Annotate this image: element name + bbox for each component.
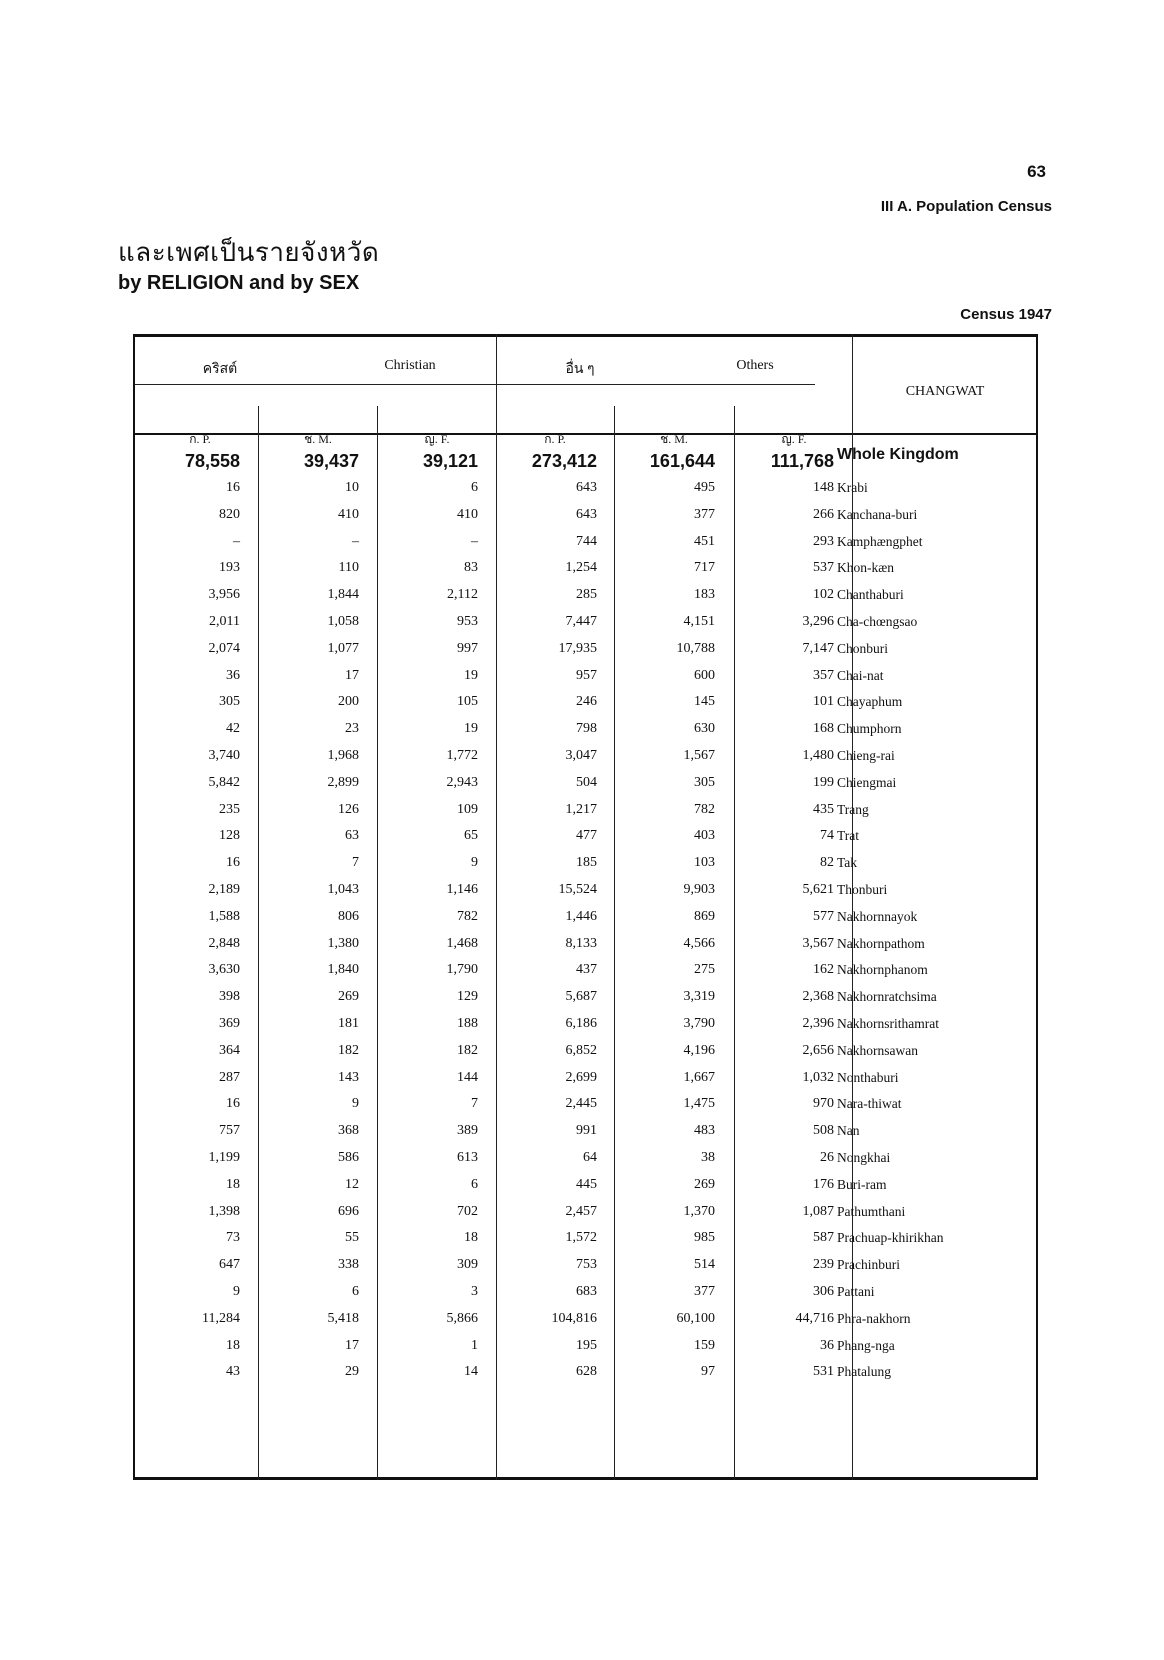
table-row (133, 930, 1038, 959)
christian-females-cell: 18 (464, 1230, 478, 1245)
christian-males-cell: 39,437 (303, 451, 359, 471)
others-persons-cell: 504 (576, 775, 597, 790)
christian-persons-cell: 16 (226, 1096, 240, 1111)
header-christian: Christian (384, 358, 436, 373)
christian-males-cell: 410 (338, 507, 359, 522)
table-row (133, 608, 1038, 637)
christian-males-cell: 200 (338, 694, 359, 709)
changwat-name-cell: Nan (837, 1123, 860, 1138)
table-row (133, 1171, 1038, 1200)
christian-females-cell: 613 (457, 1150, 478, 1165)
changwat-name-cell: Prachuap-khirikhan (837, 1230, 944, 1245)
others-males-cell: 1,475 (683, 1096, 715, 1111)
christian-females-cell: 389 (457, 1123, 478, 1138)
christian-males-cell: 1,043 (327, 882, 359, 897)
others-females-cell: 587 (813, 1230, 834, 1245)
christian-females-cell: 1 (471, 1338, 478, 1353)
changwat-name-cell: Kamphængphet (837, 534, 923, 549)
christian-females-cell: 953 (457, 614, 478, 629)
christian-males-cell: 1,844 (327, 587, 359, 602)
header-sub-others-females: ญ. F. (781, 432, 807, 446)
others-persons-cell: 445 (576, 1177, 597, 1192)
others-females-cell: 970 (813, 1096, 834, 1111)
others-males-cell: 1,567 (683, 748, 715, 763)
christian-persons-cell: 364 (219, 1043, 240, 1058)
header-sub-christian-males: ช. M. (304, 432, 332, 446)
christian-males-cell: 110 (338, 560, 359, 575)
christian-females-cell: – (471, 534, 478, 549)
christian-persons-cell: 43 (226, 1364, 240, 1379)
changwat-name-cell: Thonburi (837, 882, 888, 897)
others-persons-cell: 64 (583, 1150, 597, 1165)
total-row (133, 446, 1038, 475)
christian-persons-cell: 78,558 (184, 451, 240, 471)
christian-males-cell: 1,840 (327, 962, 359, 977)
others-males-cell: 97 (701, 1364, 715, 1379)
others-persons-cell: 285 (576, 587, 597, 602)
others-males-cell: 159 (694, 1338, 715, 1353)
others-males-cell: 495 (694, 480, 715, 495)
changwat-name-cell: Krabi (837, 480, 868, 495)
christian-males-cell: 338 (338, 1257, 359, 1272)
christian-males-cell: 9 (352, 1096, 359, 1111)
census-label: Census 1947 (960, 306, 1052, 323)
changwat-name-cell: Nakhornphanom (837, 962, 928, 977)
table-row (133, 822, 1038, 851)
christian-males-cell: 126 (338, 802, 359, 817)
christian-males-cell: – (352, 534, 359, 549)
table-row (133, 956, 1038, 985)
christian-females-cell: 6 (471, 480, 478, 495)
others-persons-cell: 643 (576, 480, 597, 495)
others-males-cell: 4,196 (683, 1043, 715, 1058)
table-row (133, 1064, 1038, 1093)
others-persons-cell: 8,133 (565, 936, 597, 951)
christian-males-cell: 806 (338, 909, 359, 924)
christian-persons-cell: 36 (226, 668, 240, 683)
christian-females-cell: 3 (471, 1284, 478, 1299)
others-males-cell: 514 (694, 1257, 715, 1272)
christian-males-cell: 1,058 (327, 614, 359, 629)
table-row (133, 501, 1038, 530)
others-males-cell: 1,370 (683, 1204, 715, 1219)
christian-females-cell: 19 (464, 721, 478, 736)
others-females-cell: 162 (813, 962, 834, 977)
christian-persons-cell: 9 (233, 1284, 240, 1299)
christian-males-cell: 696 (338, 1204, 359, 1219)
christian-persons-cell: 287 (219, 1070, 240, 1085)
christian-females-cell: 5,866 (446, 1311, 478, 1326)
others-persons-cell: 6,852 (565, 1043, 597, 1058)
others-females-cell: 2,396 (802, 1016, 834, 1031)
table-row (133, 1117, 1038, 1146)
changwat-name-cell: Kanchana-buri (837, 507, 918, 522)
others-males-cell: 869 (694, 909, 715, 924)
christian-males-cell: 2,899 (327, 775, 359, 790)
others-persons-cell: 628 (576, 1364, 597, 1379)
others-males-cell: 630 (694, 721, 715, 736)
others-females-cell: 5,621 (802, 882, 834, 897)
christian-males-cell: 17 (345, 1338, 359, 1353)
others-males-cell: 377 (694, 1284, 715, 1299)
table-row (133, 1010, 1038, 1039)
others-males-cell: 3,319 (683, 989, 715, 1004)
header-sub-others-males: ช. M. (660, 432, 688, 446)
changwat-name-cell: Nakhornratchsima (837, 989, 937, 1004)
header-others: Others (736, 358, 774, 373)
changwat-name-cell: Nongkhai (837, 1150, 891, 1165)
christian-males-cell: 368 (338, 1123, 359, 1138)
table-row (133, 742, 1038, 771)
christian-females-cell: 6 (471, 1177, 478, 1192)
christian-persons-cell: 128 (219, 828, 240, 843)
header-sub-christian-females: ญ. F. (424, 432, 450, 446)
table-row (133, 796, 1038, 825)
changwat-name-cell: Chieng-rai (837, 748, 895, 763)
christian-persons-cell: 193 (219, 560, 240, 575)
others-females-cell: 148 (813, 480, 834, 495)
others-persons-cell: 6,186 (565, 1016, 597, 1031)
christian-persons-cell: 73 (226, 1230, 240, 1245)
table-row (133, 1198, 1038, 1227)
christian-females-cell: 7 (471, 1096, 478, 1111)
table-row (133, 1144, 1038, 1173)
christian-females-cell: 19 (464, 668, 478, 683)
changwat-name-cell: Tak (837, 855, 858, 870)
christian-females-cell: 83 (464, 560, 478, 575)
christian-persons-cell: 11,284 (202, 1311, 240, 1326)
christian-persons-cell: 16 (226, 855, 240, 870)
changwat-name-cell: Buri-ram (837, 1177, 887, 1192)
others-males-cell: 9,903 (683, 882, 715, 897)
table-row (133, 554, 1038, 583)
others-males-cell: 483 (694, 1123, 715, 1138)
others-females-cell: 111,768 (770, 451, 834, 471)
others-males-cell: 275 (694, 962, 715, 977)
christian-persons-cell: 3,630 (208, 962, 240, 977)
others-females-cell: 508 (813, 1123, 834, 1138)
christian-females-cell: 2,943 (446, 775, 478, 790)
christian-females-cell: 105 (457, 694, 478, 709)
changwat-name-cell: Phang-nga (837, 1338, 895, 1353)
christian-males-cell: 5,418 (327, 1311, 359, 1326)
others-females-cell: 102 (813, 587, 834, 602)
others-females-cell: 531 (813, 1364, 834, 1379)
others-persons-cell: 991 (576, 1123, 597, 1138)
others-males-cell: 38 (701, 1150, 715, 1165)
table-row (133, 1037, 1038, 1066)
changwat-name-cell: Pathumthani (837, 1204, 906, 1219)
christian-females-cell: 182 (457, 1043, 478, 1058)
title-block (118, 238, 379, 296)
changwat-name-cell: Nonthaburi (837, 1070, 899, 1085)
header-sub-christian-persons: ก. P. (189, 432, 211, 446)
table-row (133, 1305, 1038, 1334)
christian-females-cell: 410 (457, 507, 478, 522)
others-males-cell: 4,566 (683, 936, 715, 951)
christian-females-cell: 14 (464, 1364, 478, 1379)
christian-females-cell: 702 (457, 1204, 478, 1219)
others-females-cell: 537 (813, 560, 834, 575)
title-thai: และเพศเป็นรายจังหวัด (118, 238, 380, 268)
changwat-name-cell: Pattani (837, 1284, 875, 1299)
others-females-cell: 82 (820, 855, 834, 870)
christian-persons-cell: 1,199 (208, 1150, 240, 1165)
others-females-cell: 357 (813, 668, 834, 683)
others-persons-cell: 1,572 (565, 1230, 597, 1245)
christian-persons-cell: 18 (226, 1338, 240, 1353)
christian-females-cell: 997 (457, 641, 478, 656)
others-females-cell: 1,087 (802, 1204, 834, 1219)
others-persons-cell: 273,412 (531, 451, 597, 471)
others-females-cell: 3,296 (802, 614, 834, 629)
christian-males-cell: 6 (352, 1284, 359, 1299)
changwat-name-cell: Nara-thiwat (837, 1096, 902, 1111)
others-males-cell: 161,644 (649, 451, 715, 471)
christian-males-cell: 17 (345, 668, 359, 683)
others-males-cell: 60,100 (676, 1311, 715, 1326)
christian-males-cell: 63 (345, 828, 359, 843)
christian-persons-cell: 18 (226, 1177, 240, 1192)
others-males-cell: 600 (694, 668, 715, 683)
christian-persons-cell: 1,398 (208, 1204, 240, 1219)
christian-females-cell: 144 (457, 1070, 478, 1085)
others-persons-cell: 2,457 (565, 1204, 597, 1219)
others-persons-cell: 744 (576, 534, 597, 549)
others-females-cell: 168 (813, 721, 834, 736)
changwat-name-cell: Nakhornsrithamrat (837, 1016, 939, 1031)
others-females-cell: 577 (813, 909, 834, 924)
table-row (133, 581, 1038, 610)
others-persons-cell: 1,446 (565, 909, 597, 924)
others-males-cell: 717 (694, 560, 715, 575)
christian-persons-cell: 2,848 (208, 936, 240, 951)
christian-females-cell: 1,146 (446, 882, 478, 897)
table-row (133, 903, 1038, 932)
others-persons-cell: 5,687 (565, 989, 597, 1004)
others-females-cell: 306 (813, 1284, 834, 1299)
others-persons-cell: 2,699 (565, 1070, 597, 1085)
others-males-cell: 10,788 (676, 641, 715, 656)
others-persons-cell: 643 (576, 507, 597, 522)
christian-persons-cell: 305 (219, 694, 240, 709)
header-changwat: CHANGWAT (905, 384, 985, 399)
table-row (133, 769, 1038, 798)
others-persons-cell: 185 (576, 855, 597, 870)
christian-persons-cell: 42 (226, 721, 240, 736)
changwat-name-cell: Phra-nakhorn (837, 1311, 911, 1326)
christian-persons-cell: 2,011 (209, 614, 240, 629)
christian-persons-cell: 3,740 (208, 748, 240, 763)
changwat-name-cell: Trang (837, 802, 869, 817)
changwat-name-cell: Chonburi (837, 641, 889, 656)
christian-persons-cell: 398 (219, 989, 240, 1004)
changwat-name-cell: Chayaphum (837, 694, 903, 709)
others-persons-cell: 798 (576, 721, 597, 736)
christian-females-cell: 188 (457, 1016, 478, 1031)
christian-males-cell: 182 (338, 1043, 359, 1058)
others-females-cell: 3,567 (802, 936, 834, 951)
christian-females-cell: 65 (464, 828, 478, 843)
others-females-cell: 101 (813, 694, 834, 709)
others-females-cell: 2,368 (802, 989, 834, 1004)
christian-females-cell: 1,772 (446, 748, 478, 763)
changwat-name-cell: Chiengmai (837, 775, 897, 790)
christian-females-cell: 1,790 (446, 962, 478, 977)
others-females-cell: 199 (813, 775, 834, 790)
others-persons-cell: 753 (576, 1257, 597, 1272)
christian-females-cell: 2,112 (447, 587, 478, 602)
christian-males-cell: 55 (345, 1230, 359, 1245)
changwat-name-cell: Trat (837, 828, 860, 843)
christian-females-cell: 782 (457, 909, 478, 924)
table-row (133, 474, 1038, 503)
others-persons-cell: 104,816 (551, 1311, 597, 1326)
christian-persons-cell: 647 (219, 1257, 240, 1272)
others-persons-cell: 683 (576, 1284, 597, 1299)
others-females-cell: 36 (820, 1338, 834, 1353)
others-females-cell: 74 (820, 828, 834, 843)
others-females-cell: 7,147 (802, 641, 834, 656)
table-row (133, 688, 1038, 717)
christian-males-cell: 586 (338, 1150, 359, 1165)
christian-persons-cell: 235 (219, 802, 240, 817)
changwat-name-cell: Nakhornsawan (837, 1043, 918, 1058)
christian-females-cell: 129 (457, 989, 478, 1004)
christian-persons-cell: 5,842 (208, 775, 240, 790)
others-males-cell: 183 (694, 587, 715, 602)
others-males-cell: 305 (694, 775, 715, 790)
others-females-cell: 1,032 (802, 1070, 834, 1085)
table-row (133, 1224, 1038, 1253)
christian-persons-cell: 757 (219, 1123, 240, 1138)
christian-males-cell: 7 (352, 855, 359, 870)
section-title: III A. Population Census (880, 198, 1052, 215)
changwat-name-cell: Phatalung (837, 1364, 891, 1379)
table-row (133, 635, 1038, 664)
others-persons-cell: 17,935 (558, 641, 597, 656)
changwat-name-cell: Chumphorn (837, 721, 902, 736)
changwat-name-cell: Nakhornnayok (837, 909, 918, 924)
header-sub-others-persons: ก. P. (544, 432, 566, 446)
others-males-cell: 269 (694, 1177, 715, 1192)
table-row (133, 876, 1038, 905)
christian-males-cell: 1,077 (327, 641, 359, 656)
table-row (133, 1358, 1038, 1387)
others-persons-cell: 195 (576, 1338, 597, 1353)
christian-females-cell: 1,468 (446, 936, 478, 951)
others-females-cell: 44,716 (795, 1311, 834, 1326)
others-persons-cell: 1,254 (565, 560, 597, 575)
header-others-thai: อื่น ๆ (565, 362, 595, 377)
christian-males-cell: 23 (345, 721, 359, 736)
christian-males-cell: 143 (338, 1070, 359, 1085)
others-females-cell: 2,656 (802, 1043, 834, 1058)
others-males-cell: 782 (694, 802, 715, 817)
others-persons-cell: 3,047 (565, 748, 597, 763)
header-mid-rule (133, 384, 815, 385)
christian-females-cell: 109 (457, 802, 478, 817)
others-persons-cell: 437 (576, 962, 597, 977)
table-row (133, 1278, 1038, 1307)
others-males-cell: 103 (694, 855, 715, 870)
christian-males-cell: 1,380 (327, 936, 359, 951)
christian-persons-cell: 3,956 (208, 587, 240, 602)
table-row (133, 1332, 1038, 1361)
others-persons-cell: 477 (576, 828, 597, 843)
changwat-name-cell: Chanthaburi (837, 587, 904, 602)
others-females-cell: 266 (813, 507, 834, 522)
table-row (133, 715, 1038, 744)
christian-persons-cell: 820 (219, 507, 240, 522)
changwat-name-cell: Whole Kingdom (837, 446, 959, 463)
others-females-cell: 1,480 (802, 748, 834, 763)
christian-females-cell: 9 (471, 855, 478, 870)
others-males-cell: 3,790 (683, 1016, 715, 1031)
christian-females-cell: 39,121 (422, 451, 478, 471)
christian-persons-cell: 2,189 (208, 882, 240, 897)
christian-males-cell: 10 (345, 480, 359, 495)
table-row (133, 983, 1038, 1012)
others-persons-cell: 1,217 (565, 802, 597, 817)
others-males-cell: 4,151 (683, 614, 715, 629)
others-females-cell: 176 (813, 1177, 834, 1192)
table-row (133, 1090, 1038, 1119)
christian-persons-cell: 16 (226, 480, 240, 495)
christian-males-cell: 12 (345, 1177, 359, 1192)
others-persons-cell: 7,447 (565, 614, 597, 629)
christian-males-cell: 1,968 (327, 748, 359, 763)
changwat-name-cell: Prachinburi (837, 1257, 900, 1272)
others-persons-cell: 2,445 (565, 1096, 597, 1111)
others-females-cell: 26 (820, 1150, 834, 1165)
christian-persons-cell: 2,074 (208, 641, 240, 656)
changwat-name-cell: Chai-nat (837, 668, 884, 683)
others-females-cell: 239 (813, 1257, 834, 1272)
page-number: 63 (1027, 162, 1046, 181)
others-males-cell: 377 (694, 507, 715, 522)
christian-persons-cell: – (233, 534, 240, 549)
christian-males-cell: 29 (345, 1364, 359, 1379)
others-persons-cell: 246 (576, 694, 597, 709)
table-row (133, 1251, 1038, 1280)
others-females-cell: 435 (813, 802, 834, 817)
table-row (133, 849, 1038, 878)
header-christian-thai: คริสต์ (202, 362, 238, 377)
others-males-cell: 403 (694, 828, 715, 843)
others-males-cell: 1,667 (683, 1070, 715, 1085)
changwat-name-cell: Cha-chœngsao (837, 614, 918, 629)
others-males-cell: 145 (694, 694, 715, 709)
christian-males-cell: 181 (338, 1016, 359, 1031)
others-males-cell: 451 (694, 534, 715, 549)
christian-males-cell: 269 (338, 989, 359, 1004)
christian-females-cell: 309 (457, 1257, 478, 1272)
christian-persons-cell: 1,588 (208, 909, 240, 924)
table-row (133, 662, 1038, 691)
changwat-name-cell: Nakhornpathom (837, 936, 925, 951)
others-males-cell: 985 (694, 1230, 715, 1245)
others-females-cell: 293 (813, 534, 834, 549)
table-row (133, 528, 1038, 557)
christian-persons-cell: 369 (219, 1016, 240, 1031)
others-persons-cell: 15,524 (558, 882, 597, 897)
others-persons-cell: 957 (576, 668, 597, 683)
title-english: by RELIGION and by SEX (118, 272, 360, 294)
changwat-name-cell: Khon-kæn (837, 560, 894, 575)
